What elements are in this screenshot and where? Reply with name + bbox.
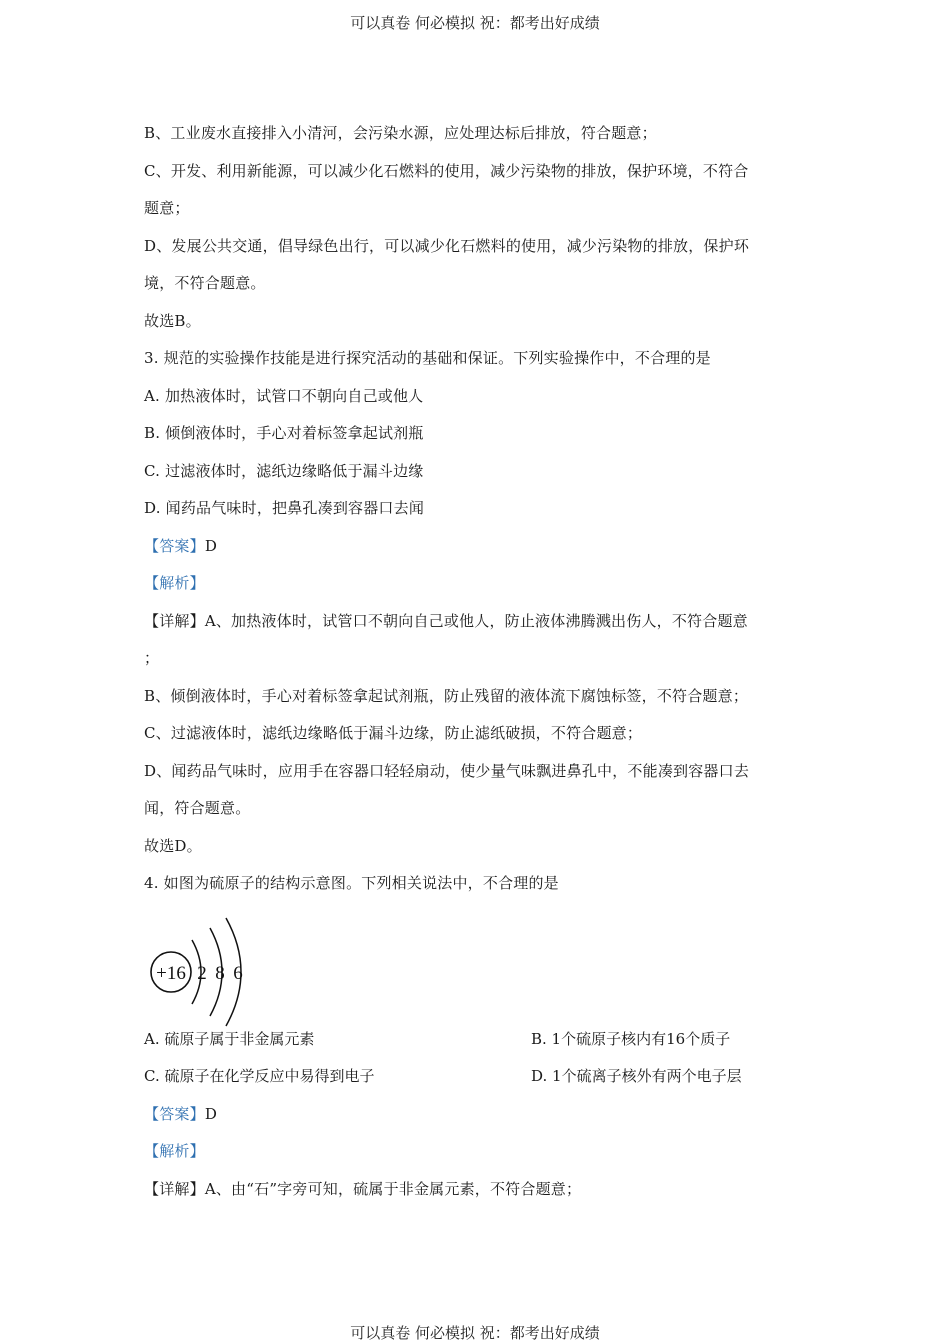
q3-option-a: A. 加热液体时，试管口不朝向自己或他人: [144, 386, 424, 405]
q3-option-d: D. 闻药品气味时，把鼻孔凑到容器口去闻: [144, 499, 425, 517]
q4-answer-value: D: [204, 1104, 218, 1123]
q3-option-b: B. 倾倒液体时，手心对着标签拿起试剂瓶: [144, 424, 424, 442]
q4-answer-label: 【答案】: [144, 1104, 205, 1123]
q4-detail-label: 【详解】: [144, 1179, 205, 1198]
atom-structure-figure: [144, 910, 264, 1028]
q3-detail-d-cont: 闻，符合题意。: [144, 799, 251, 817]
q4-detail-a-text: A、由“石”字旁可知，硫属于非金属元素，不符合题意；: [204, 1179, 582, 1198]
q3-option-c: C. 过滤液体时，滤纸边缘略低于漏斗边缘: [144, 461, 424, 480]
q3-analysis-heading: [144, 572, 809, 610]
q2-option-d-explanation-cont: 境，不符合题意。: [144, 274, 266, 292]
q3-detail-a-text: A、加热液体时，试管口不朝向自己或他人，防止液体沸腾溅出伤人，不符合题意: [204, 611, 748, 630]
page-header: 可以真卷 何必模拟 祝：都考出好成绩: [350, 14, 600, 32]
q4-detail-a: [144, 1178, 809, 1216]
q2-conclusion: 故选B。: [144, 311, 201, 330]
q2-option-c-explanation-cont: 题意；: [144, 199, 190, 217]
q4-option-b: B. 1个硫原子核内有16个质子: [531, 1029, 731, 1048]
q3-answer: [144, 535, 809, 573]
q3-answer-value: D: [204, 536, 218, 555]
shell-1-electrons: 2: [197, 962, 207, 984]
q4-options-row-2: [144, 1065, 809, 1103]
q4-answer: [144, 1103, 809, 1141]
q3-detail-a-cont: ；: [144, 649, 160, 667]
q2-option-c-explanation: C、开发、利用新能源，可以减少化石燃料的使用，减少污染物的排放，保护环境，不符合: [144, 161, 749, 180]
shell-2-electrons: 8: [215, 962, 225, 984]
q4-stem: 4. 如图为硫原子的结构示意图。下列相关说法中，不合理的是: [144, 874, 559, 892]
q3-conclusion: 故选D。: [144, 836, 202, 855]
document-body: [144, 122, 809, 1215]
page-footer: 可以真卷 何必模拟 祝：都考出好成绩: [350, 1324, 600, 1342]
shell-3-electrons: 6: [233, 962, 243, 984]
sulfur-atom-diagram: [144, 910, 809, 1028]
q3-detail-c: C、过滤液体时，滤纸边缘略低于漏斗边缘，防止滤纸破损，不符合题意；: [144, 724, 643, 742]
q4-analysis-label: 【解析】: [144, 1142, 205, 1160]
q4-analysis-heading: [144, 1140, 809, 1178]
q3-analysis-label: 【解析】: [144, 574, 205, 592]
q3-detail-label: 【详解】: [144, 611, 205, 630]
q3-detail-d: D、闻药品气味时，应用手在容器口轻轻扇动，使少量气味飘进鼻孔中，不能凑到容器口去: [144, 761, 750, 780]
q3-detail-b: B、倾倒液体时，手心对着标签拿起试剂瓶，防止残留的液体流下腐蚀标签，不符合题意；: [144, 686, 749, 705]
nucleus-charge: +16: [156, 962, 186, 984]
q2-option-d-explanation: D、发展公共交通，倡导绿色出行，可以减少化石燃料的使用，减少污染物的排放，保护环: [144, 236, 750, 255]
q4-option-d: D. 1个硫离子核外有两个电子层: [531, 1067, 742, 1085]
q3-stem: 3. 规范的实验操作技能是进行探究活动的基础和保证。下列实验操作中，不合理的是: [144, 349, 711, 367]
q2-option-b-explanation: B、工业废水直接排入小清河，会污染水源，应处理达标后排放，符合题意；: [144, 124, 657, 142]
q3-answer-label: 【答案】: [144, 536, 205, 555]
q4-option-c: C. 硫原子在化学反应中易得到电子: [144, 1067, 375, 1085]
q4-option-a: A. 硫原子属于非金属元素: [144, 1029, 315, 1048]
q3-detail-a: [144, 610, 809, 648]
q4-options-row-1: [144, 1028, 809, 1066]
